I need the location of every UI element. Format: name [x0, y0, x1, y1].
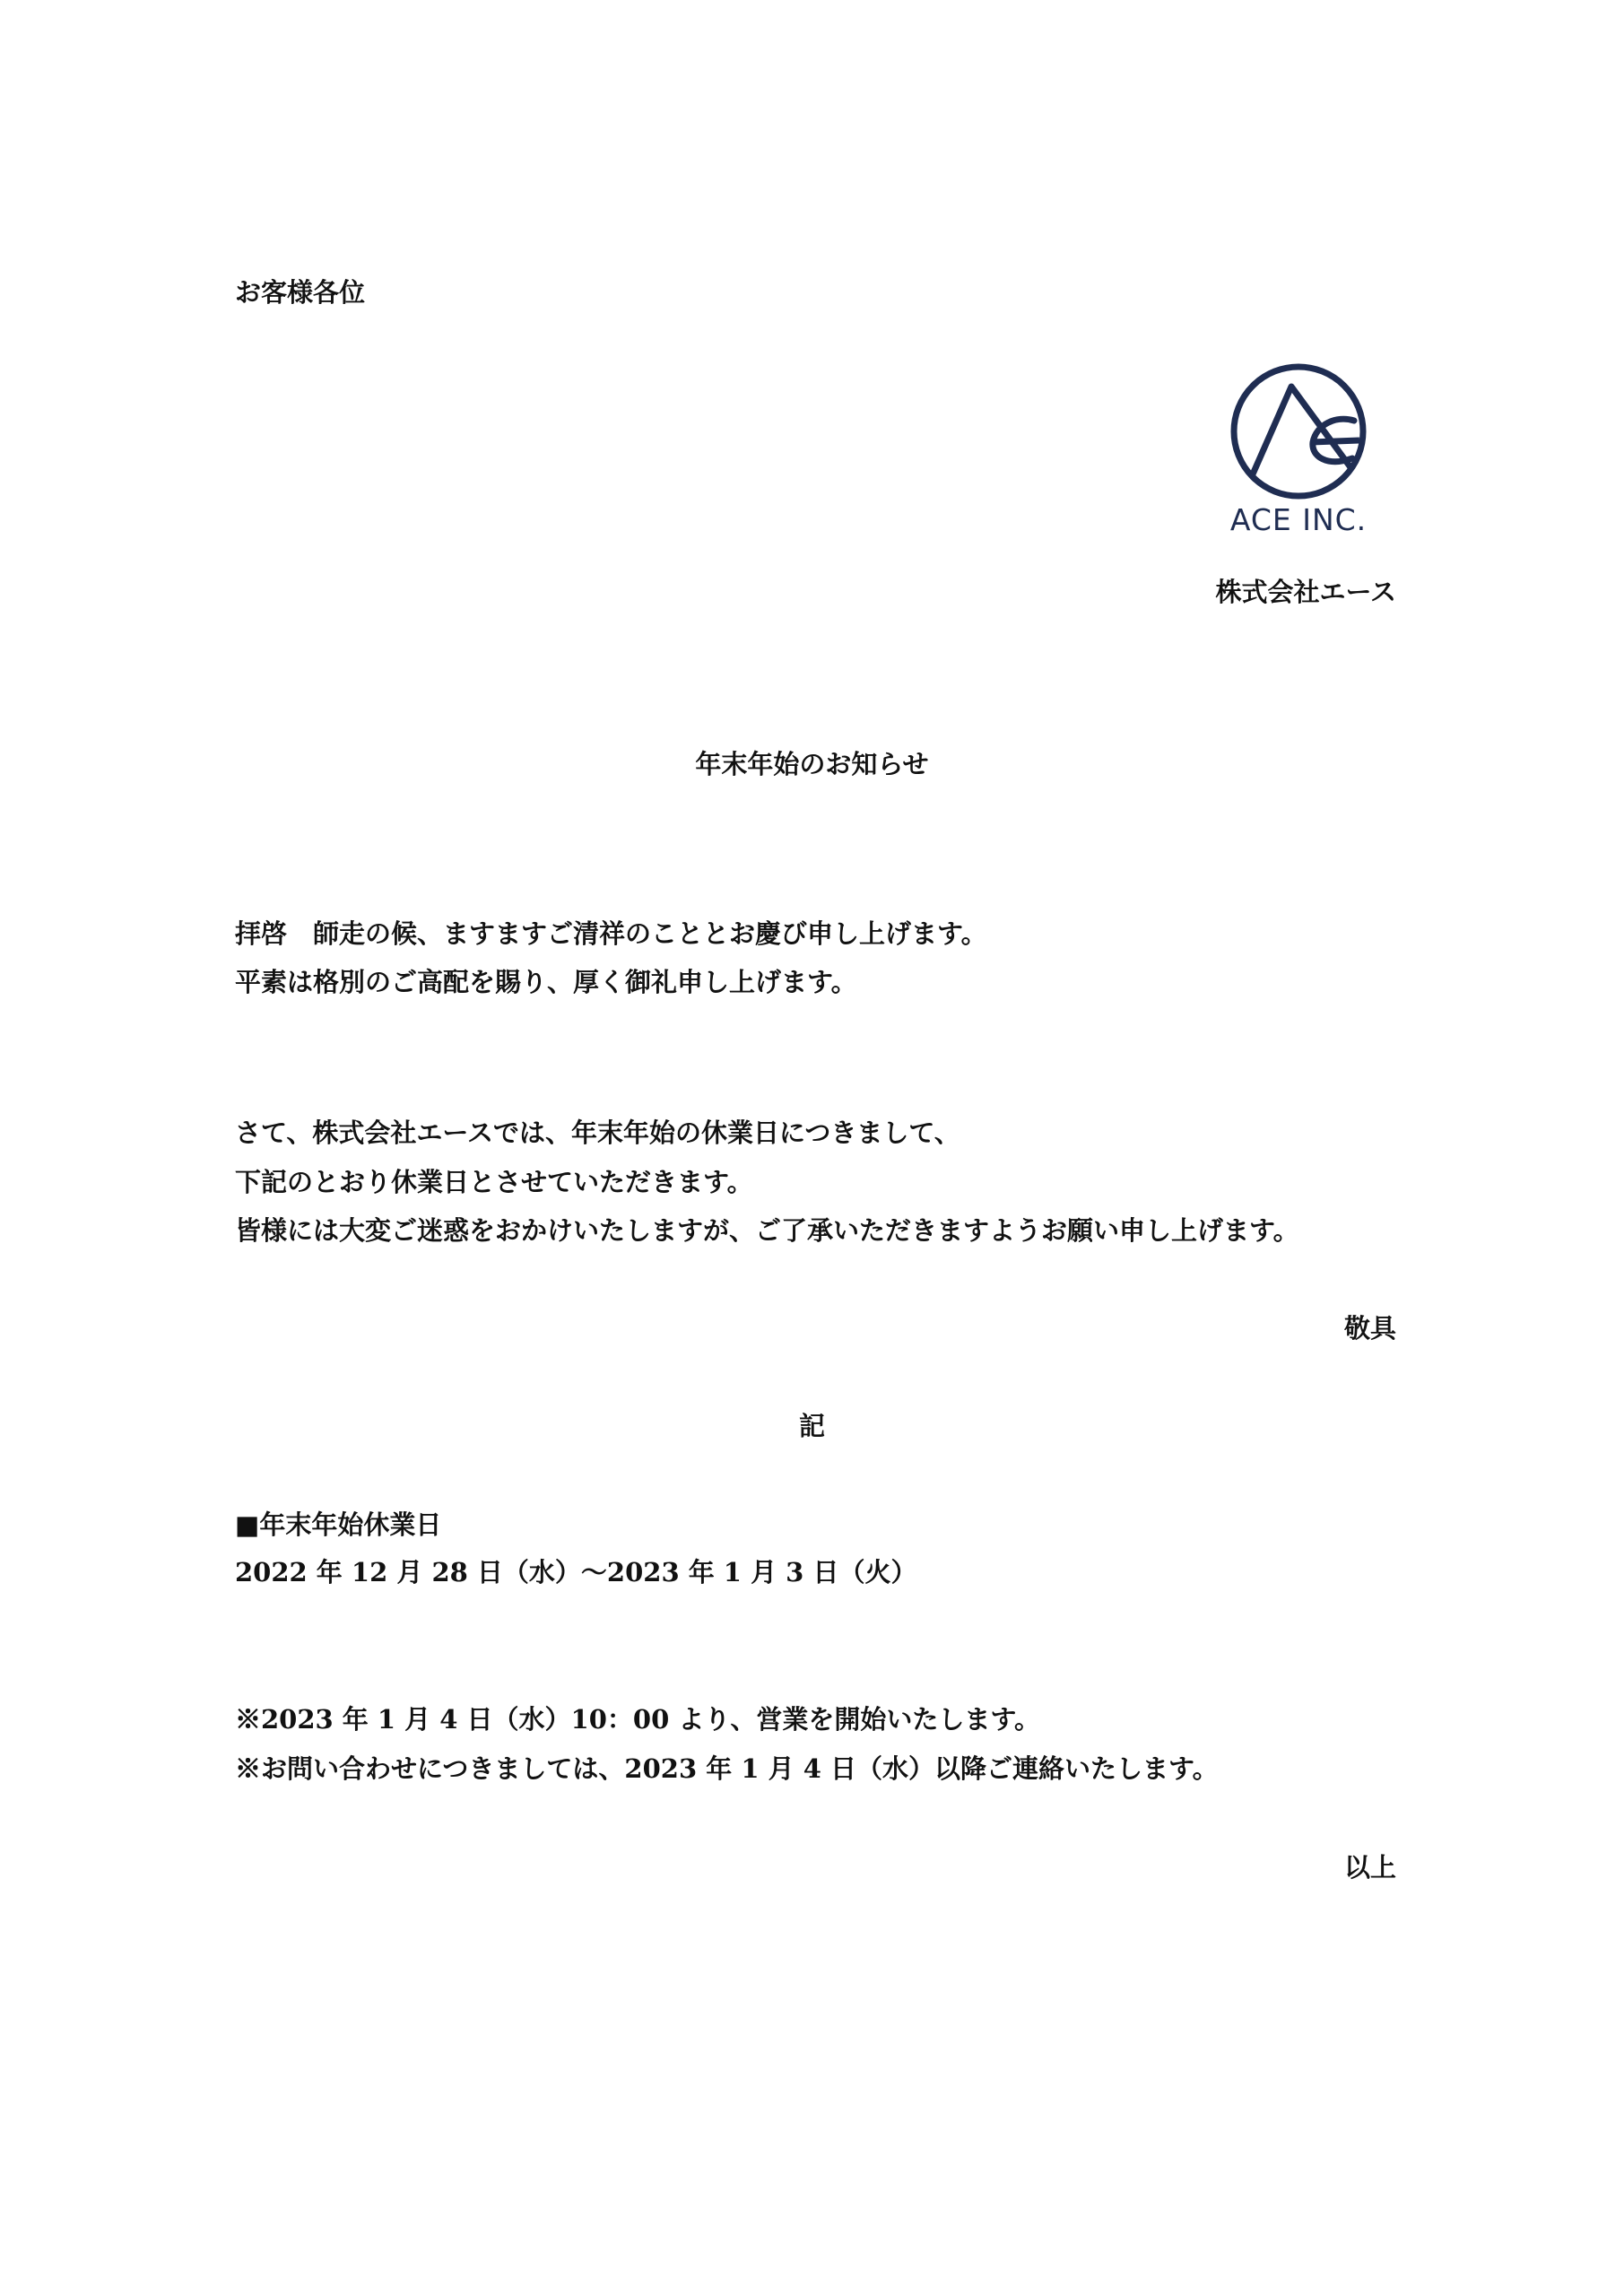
holiday-period: 2022 年 12 月 28 日（水）～2023 年 1 月 3 日（火）: [235, 1557, 917, 1587]
greeting-line: 拝啓 師走の候、ますますご清祥のこととお慶び申し上げます。: [235, 918, 987, 949]
body-line: 下記のとおり休業日とさせていただきます。: [235, 1167, 753, 1197]
end-mark: 以上: [1343, 1852, 1396, 1883]
company-name: 株式会社エース: [1215, 577, 1396, 607]
note-line: ※2023 年 1 月 4 日（水）10：00 より、営業を開始いたします。: [235, 1704, 1041, 1735]
document-title: 年末年始のお知らせ: [695, 749, 929, 779]
body-line: さて、株式会社エースでは、年末年始の休業日につきまして、: [235, 1118, 960, 1148]
closing-salutation: 敬具: [1343, 1313, 1396, 1344]
logo-text: ACE INC.: [1229, 502, 1368, 537]
company-logo: [1227, 361, 1370, 541]
body-line: 皆様には大変ご迷惑をおかけいたしますが、ご了承いただきますようお願い申し上げます。: [235, 1215, 1299, 1246]
ki-mark: 記: [798, 1411, 825, 1441]
addressee: お客様各位: [235, 277, 366, 308]
greeting-line: 平素は格別のご高配を賜り、厚く御礼申し上げます。: [235, 967, 857, 997]
note-line: ※お問い合わせにつきましては、2023 年 1 月 4 日（水）以降ご連絡いたします。: [235, 1753, 1219, 1784]
ace-logo-icon: [1227, 361, 1370, 505]
holiday-heading: ■年末年始休業日: [235, 1509, 442, 1540]
